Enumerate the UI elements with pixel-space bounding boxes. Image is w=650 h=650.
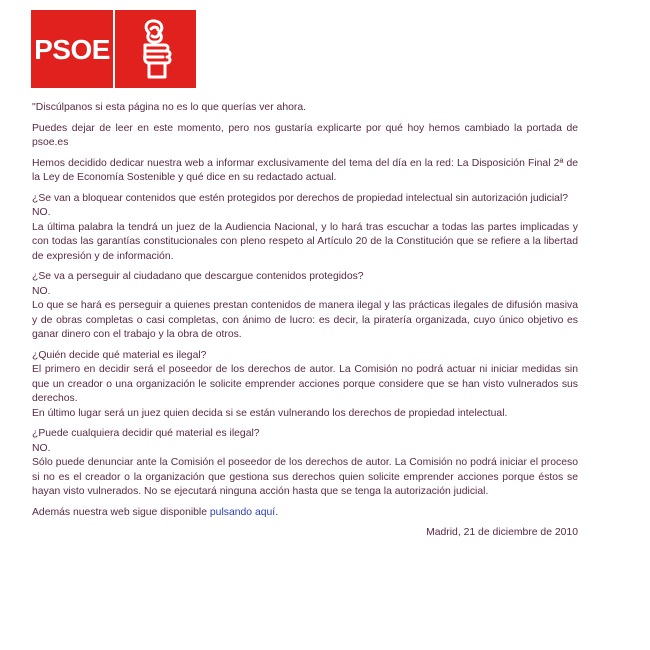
fist-rose-icon [115, 17, 196, 81]
homepage-link[interactable]: pulsando aquí [209, 506, 276, 518]
question-2: ¿Se va a perseguir al ciudadano que descargue contenidos protegidos? [32, 271, 364, 282]
answer-1-short: NO. [32, 207, 51, 218]
question-4: ¿Puede cualquiera decidir qué material es ilegal? [32, 428, 260, 439]
intro-text: "Discúlpanos si esta página no es lo que querías ver ahora. [32, 102, 307, 113]
answer-2-short: NO. [32, 285, 51, 297]
answer-2: Lo que se hará es perseguir a quienes prestan contenidos de manera ilegal y las prácticas ilegales de difusión masiva y de obras completas o casi completas, con ánimo de lucro: es decir, la piratería organizada, cuyo único objetivo es ganar dinero con el trabajo y la obra de otros. [32, 300, 578, 340]
closing-text [32, 506, 578, 521]
answer-4-short: NO. [32, 442, 51, 454]
answer-1: La última palabra la tendrá un juez de la Audiencia Nacional, y lo hará tras escuchar a todas las partes implicadas y con todas las garantías constitucionales con pleno respeto al Artículo 20 de la Constitución que se refiere a la libertad de expresión y de información. [32, 221, 578, 262]
paragraph-2: Hemos decidido dedicar nuestra web a informar exclusivamente del tema del día en la red: La Disposición Final 2ª de la Ley de Economía Sostenible y qué dice en su redactado actual. [32, 157, 578, 183]
closing-suffix: . [275, 506, 279, 518]
answer-3b: En último lugar será un juez quien decida si se están vulnerando los derechos de propiedad intelectual. [32, 407, 508, 419]
answer-4: Sólo puede denunciar ante la Comisión el poseedor de los derechos de autor. La Comisión no podrá iniciar el proceso si no es el creador o la organización que gestiona sus derechos quien solicite emprender acciones porque éstos se hayan visto vulnerados. No se ejecutará ninguna acción hasta que se tenga la autorización judicial. [32, 457, 578, 497]
answer-3: El primero en decidir será el poseedor de los derechos de autor. La Comisión no podrá actuar ni iniciar medidas sin que un creador o una organización le solicite emprender acciones porque considere que se han visto vulnerados sus derechos. [32, 364, 578, 404]
question-1: ¿Se van a bloquear contenidos que estén protegidos por derechos de propiedad intelectual sin autorización judicial? [32, 192, 569, 204]
date-line: Madrid, 21 de diciembre de 2010 [426, 527, 578, 538]
psoe-logo [31, 10, 196, 88]
closing-prefix: Además nuestra web sigue disponible [32, 506, 210, 518]
question-3: ¿Quién decide qué material es ilegal? [32, 349, 207, 361]
paragraph-1: Puedes dejar de leer en este momento, pero nos gustaría explicarte por qué hoy hemos cambiado la portada de psoe.es [32, 122, 578, 148]
statement [32, 101, 578, 547]
logo-text: PSOE [34, 34, 110, 65]
